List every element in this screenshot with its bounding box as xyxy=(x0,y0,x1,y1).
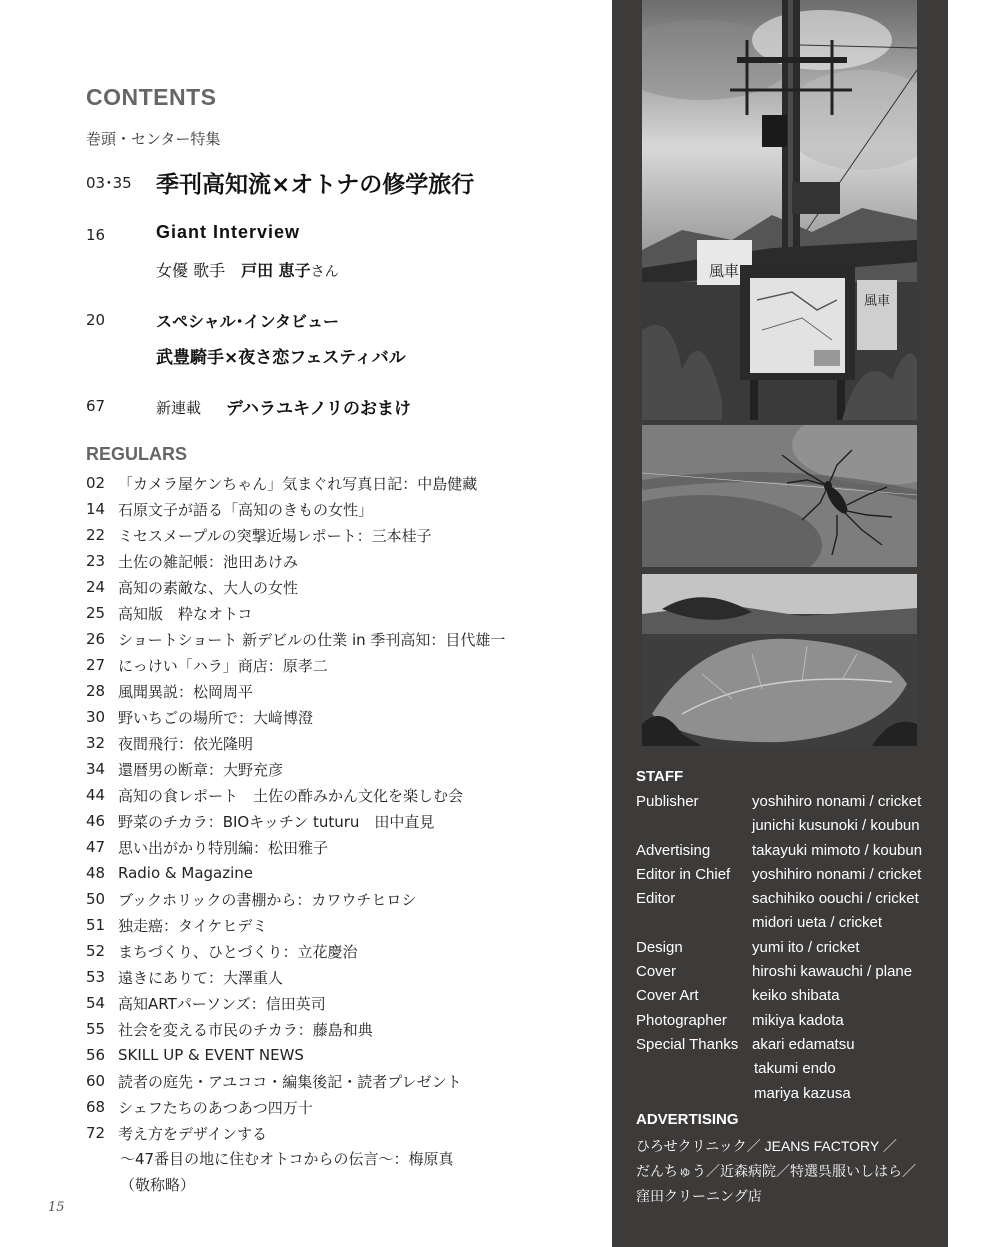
regular-item[interactable] xyxy=(86,548,586,574)
regular-item[interactable] xyxy=(86,496,586,522)
staff-name: mariya kazusa xyxy=(754,1084,851,1102)
regular-item[interactable] xyxy=(86,1094,586,1120)
advertiser-line: だんちゅう／近森病院／特選呉服いしはら／ xyxy=(636,1162,916,1179)
interviewee-description: 女優 歌手 xyxy=(156,261,242,280)
staff-name: mikiya kadota xyxy=(752,1011,844,1029)
regular-title: 野いちごの場所で：大﨑博澄 xyxy=(118,708,314,727)
staff-role: Special Thanks xyxy=(636,1035,739,1053)
staff-role: Photographer xyxy=(636,1011,727,1029)
regular-page-number: 30 xyxy=(86,708,106,726)
regular-item[interactable] xyxy=(86,1016,586,1042)
regular-item[interactable] xyxy=(86,1042,586,1068)
staff-row xyxy=(636,936,941,960)
advertisers-list xyxy=(636,1134,941,1209)
regular-title: ミセスメープルの突撃近場レポート：三本桂子 xyxy=(118,526,432,545)
regular-item[interactable] xyxy=(86,1068,586,1094)
regular-page-number: 25 xyxy=(86,604,106,622)
photo-leaf xyxy=(642,574,917,746)
regular-page-number: 68 xyxy=(86,1098,106,1116)
feature-page-number: 20 xyxy=(86,311,106,329)
regular-page-number: 44 xyxy=(86,786,106,804)
regular-item[interactable] xyxy=(86,574,586,600)
staff-row xyxy=(636,887,941,911)
staff-credits xyxy=(636,764,941,1209)
regular-item[interactable] xyxy=(86,990,586,1016)
regular-subtitle: ～47番目の地に住むオトコからの伝言～：梅原真 xyxy=(120,1150,454,1168)
feature-page-number: 16 xyxy=(86,226,106,244)
feature-title: スペシャル･インタビュー xyxy=(156,312,340,331)
staff-row xyxy=(636,839,941,863)
regular-page-number: 56 xyxy=(86,1046,106,1064)
staff-row xyxy=(636,1009,941,1033)
regular-page-number: 24 xyxy=(86,578,106,596)
regular-item[interactable] xyxy=(86,600,586,626)
honorifics-note: （敬称略） xyxy=(120,1176,196,1194)
regular-item[interactable] xyxy=(86,678,586,704)
contents-heading: CONTENTS xyxy=(86,84,217,110)
staff-name: takumi endo xyxy=(754,1060,836,1078)
regular-item[interactable] xyxy=(86,652,586,678)
staff-row xyxy=(636,1082,941,1106)
regular-title: 高知版 粋なオトコ xyxy=(118,604,253,623)
regular-page-number: 32 xyxy=(86,734,106,752)
regular-title: 風聞異説：松岡周平 xyxy=(118,682,254,701)
staff-row xyxy=(636,1033,941,1057)
staff-row xyxy=(636,984,941,1008)
interviewee-name: 戸田 恵子 xyxy=(241,261,311,280)
regular-title: 高知の食レポート 土佐の酢みかん文化を楽しむ会 xyxy=(118,786,464,805)
staff-role: Editor in Chief xyxy=(636,865,731,883)
regular-title: 社会を変える市民のチカラ：藤島和典 xyxy=(118,1020,373,1039)
staff-name: takayuki mimoto / koubun xyxy=(752,841,923,859)
serial-kicker: 新連載 xyxy=(156,399,202,417)
regular-item[interactable] xyxy=(86,860,586,886)
regular-item[interactable] xyxy=(86,808,586,834)
regular-title: 夜間飛行：依光隆明 xyxy=(118,734,254,753)
regular-title: 高知の素敵な、大人の女性 xyxy=(118,578,299,597)
staff-row xyxy=(636,1057,941,1081)
feature-page-number: 67 xyxy=(86,397,106,415)
staff-name: keiko shibata xyxy=(752,987,840,1005)
staff-name: junichi kusunoki / koubun xyxy=(752,817,920,835)
regular-page-number: 28 xyxy=(86,682,106,700)
regular-item[interactable] xyxy=(86,912,586,938)
staff-role: Cover xyxy=(636,963,677,981)
regular-item[interactable] xyxy=(86,626,586,652)
staff-row xyxy=(636,960,941,984)
regular-page-number: 51 xyxy=(86,916,106,934)
regular-page-number: 72 xyxy=(86,1124,106,1142)
regular-title: 高知ARTパーソンズ：信田英司 xyxy=(118,994,326,1013)
feature-title: Giant Interview xyxy=(156,222,301,242)
regular-title: 還暦男の断章：大野充彦 xyxy=(118,760,284,779)
staff-role: Advertising xyxy=(636,841,711,859)
regular-page-number: 26 xyxy=(86,630,106,648)
regular-title: 石原文子が語る「高知のきもの女性」 xyxy=(118,500,374,519)
regular-page-number: 27 xyxy=(86,656,106,674)
feature-title: 季刊高知流×オトナの修学旅行 xyxy=(156,172,475,198)
regular-title: ショートショート 新デビルの仕業 in 季刊高知：目代雄一 xyxy=(118,630,506,649)
regulars-list xyxy=(86,470,586,1198)
regular-page-number: 02 xyxy=(86,474,106,492)
regular-title: にっけい「ハラ」商店：原孝二 xyxy=(118,656,328,675)
regular-title: 遠きにありて：大澤重人 xyxy=(118,968,284,987)
staff-name: sachihiko oouchi / cricket xyxy=(752,890,919,908)
feature-kicker: 巻頭・センター特集 xyxy=(86,130,221,148)
staff-name: midori ueta / cricket xyxy=(752,914,883,932)
staff-row xyxy=(636,863,941,887)
regular-item[interactable] xyxy=(86,704,586,730)
regular-page-number: 54 xyxy=(86,994,106,1012)
staff-role: Publisher xyxy=(636,793,699,810)
regular-item[interactable] xyxy=(86,1120,586,1146)
photo-station xyxy=(642,0,917,420)
staff-heading: STAFF xyxy=(636,768,684,785)
regular-item[interactable] xyxy=(86,730,586,756)
page-number: 15 xyxy=(48,1200,65,1215)
regular-page-number: 46 xyxy=(86,812,106,830)
regular-page-number: 22 xyxy=(86,526,106,544)
photo-spider xyxy=(642,425,917,567)
regular-title: 野菜のチカラ：BIOキッチン tuturu 田中直見 xyxy=(118,812,435,831)
regular-item[interactable] xyxy=(86,886,586,912)
regular-title: シェフたちのあつあつ四万十 xyxy=(118,1098,313,1117)
regular-title: 「カメラ屋ケンちゃん」気まぐれ写真日記：中島健藏 xyxy=(118,474,478,493)
staff-row xyxy=(636,911,941,935)
regular-page-number: 23 xyxy=(86,552,106,570)
regular-page-number: 34 xyxy=(86,760,106,778)
regular-item[interactable] xyxy=(86,470,586,496)
regular-page-number: 52 xyxy=(86,942,106,960)
regular-title: 考え方をデザインする xyxy=(118,1124,267,1143)
regular-title: まちづくり、ひとづくり：立花慶治 xyxy=(118,942,358,961)
advertiser-line: 窪田クリーニング店 xyxy=(636,1187,762,1204)
regular-page-number: 50 xyxy=(86,890,106,908)
staff-name: yumi ito / cricket xyxy=(752,938,860,956)
regular-title: 思い出がかり特別編：松田雅子 xyxy=(118,838,329,857)
feature-title: 武豊騎手×夜さ恋フェスティバル xyxy=(156,348,406,368)
feature-title: デハラユキノリのおまけ xyxy=(226,399,411,419)
advertiser-line: ひろせクリニック／ JEANS FACTORY ／ xyxy=(636,1137,897,1154)
regulars-heading: REGULARS xyxy=(86,444,188,464)
feature-subtitle xyxy=(156,258,339,281)
regular-page-number: 60 xyxy=(86,1072,106,1090)
regular-item[interactable] xyxy=(86,782,586,808)
staff-role: Cover Art xyxy=(636,987,699,1005)
staff-row xyxy=(636,814,941,838)
regular-item[interactable] xyxy=(86,938,586,964)
feature-page-number: 03･35 xyxy=(86,174,132,192)
regular-title: 読者の庭先・アユココ・編集後記・読者プレゼント xyxy=(118,1072,462,1091)
staff-name: yoshihiro nonami / cricket xyxy=(752,793,922,810)
advertising-heading: ADVERTISING xyxy=(636,1110,739,1128)
regular-page-number: 55 xyxy=(86,1020,106,1038)
regular-item[interactable] xyxy=(86,756,586,782)
regular-item[interactable] xyxy=(86,964,586,990)
regular-title: 独走癌：タイケヒデミ xyxy=(118,916,268,935)
regular-title: 土佐の雑記帳：池田あけみ xyxy=(118,552,299,571)
regular-page-number: 47 xyxy=(86,838,106,856)
regular-item[interactable] xyxy=(86,834,586,860)
sign-text: 風車 xyxy=(863,294,891,309)
staff-name: yoshihiro nonami / cricket xyxy=(752,865,922,883)
staff-role: Design xyxy=(636,938,683,956)
regular-title: Radio & Magazine xyxy=(118,864,254,882)
sign-text: 風車 xyxy=(708,262,740,280)
staff-list xyxy=(636,790,941,1106)
sidebar xyxy=(612,0,948,1247)
staff-row xyxy=(636,790,941,814)
regular-page-number: 53 xyxy=(86,968,106,986)
regular-page-number: 48 xyxy=(86,864,106,882)
regular-title: SKILL UP & EVENT NEWS xyxy=(118,1046,304,1064)
regular-item[interactable] xyxy=(86,522,586,548)
honorific: さん xyxy=(310,264,339,280)
staff-name: akari edamatsu xyxy=(752,1035,855,1053)
regular-page-number: 14 xyxy=(86,500,106,518)
staff-role: Editor xyxy=(636,890,676,908)
regular-title: ブックホリックの書棚から：カワウチヒロシ xyxy=(118,890,417,909)
staff-name: hiroshi kawauchi / plane xyxy=(752,963,913,981)
